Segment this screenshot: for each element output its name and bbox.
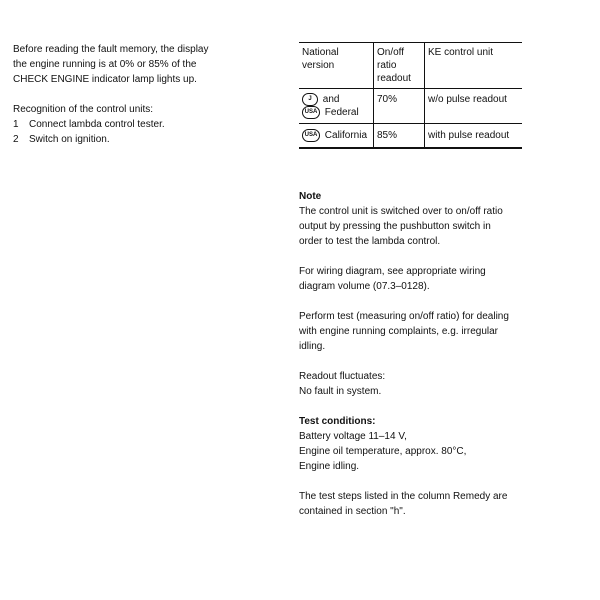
perform-line: with engine running complaints, e.g. irregular <box>299 326 498 338</box>
cell-control-unit: with pulse readout <box>425 124 523 149</box>
right-column <box>299 42 524 519</box>
cell-ratio: 70% <box>374 89 425 124</box>
header-text: readout <box>377 73 411 84</box>
step-item <box>13 117 273 132</box>
header-ratio-readout <box>374 43 425 89</box>
test-condition-line: Engine idling. <box>299 461 360 473</box>
note-heading: Note <box>299 191 322 203</box>
note-line: The control unit is switched over to on/off ratio <box>299 206 503 218</box>
step-number: 2 <box>13 134 19 145</box>
cell-ratio: 85% <box>374 124 425 149</box>
table-row <box>299 124 522 149</box>
usa-badge-icon: USA <box>302 106 320 119</box>
test-conditions-heading: Test conditions: <box>299 416 376 428</box>
readout-line: No fault in system. <box>299 386 382 398</box>
and-text: and <box>322 94 340 106</box>
version-text: California <box>324 130 368 142</box>
usa-badge-icon: USA <box>302 129 320 142</box>
intro-line-2: the engine running is at 0% or 85% of the <box>13 59 197 70</box>
cell-version <box>299 89 374 124</box>
notes-section <box>299 189 524 519</box>
note-line: order to test the lambda control. <box>299 236 441 248</box>
recognition-heading: Recognition of the control units: <box>13 104 154 115</box>
header-text: ratio <box>377 60 397 71</box>
table-header-row <box>299 43 522 89</box>
perform-line: Perform test (measuring on/off ratio) for dealing <box>299 311 509 323</box>
note-line: output by pressing the pushbutton switch in <box>299 221 491 233</box>
wiring-line: diagram volume (07.3–0128). <box>299 281 430 293</box>
version-table <box>299 42 522 149</box>
header-text: National <box>302 47 339 58</box>
header-text: On/off <box>377 47 405 58</box>
test-condition-line: Battery voltage 11–14 V, <box>299 431 407 443</box>
test-steps-line: The test steps listed in the column Remedy are <box>299 491 508 503</box>
header-national-version <box>299 43 374 89</box>
wiring-line: For wiring diagram, see appropriate wiring <box>299 266 486 278</box>
test-steps-line: contained in section "h". <box>299 506 406 518</box>
cell-version <box>299 124 374 149</box>
step-text: Connect lambda control tester. <box>29 119 165 130</box>
step-number: 1 <box>13 119 19 130</box>
perform-line: idling. <box>299 341 326 353</box>
test-condition-line: Engine oil temperature, approx. 80°C, <box>299 446 467 458</box>
cell-control-unit: w/o pulse readout <box>425 89 523 124</box>
intro-line-1: Before reading the fault memory, the display <box>13 44 209 55</box>
readout-line: Readout fluctuates: <box>299 371 386 383</box>
step-item <box>13 132 273 147</box>
version-text: Federal <box>324 107 359 119</box>
header-control-unit: KE control unit <box>425 43 523 89</box>
intro-line-3: CHECK ENGINE indicator lamp lights up. <box>13 74 197 85</box>
step-text: Switch on ignition. <box>29 134 110 145</box>
table-row <box>299 89 522 124</box>
japan-badge-icon: J <box>302 93 318 106</box>
header-text: version <box>302 60 335 71</box>
left-column <box>13 42 273 147</box>
